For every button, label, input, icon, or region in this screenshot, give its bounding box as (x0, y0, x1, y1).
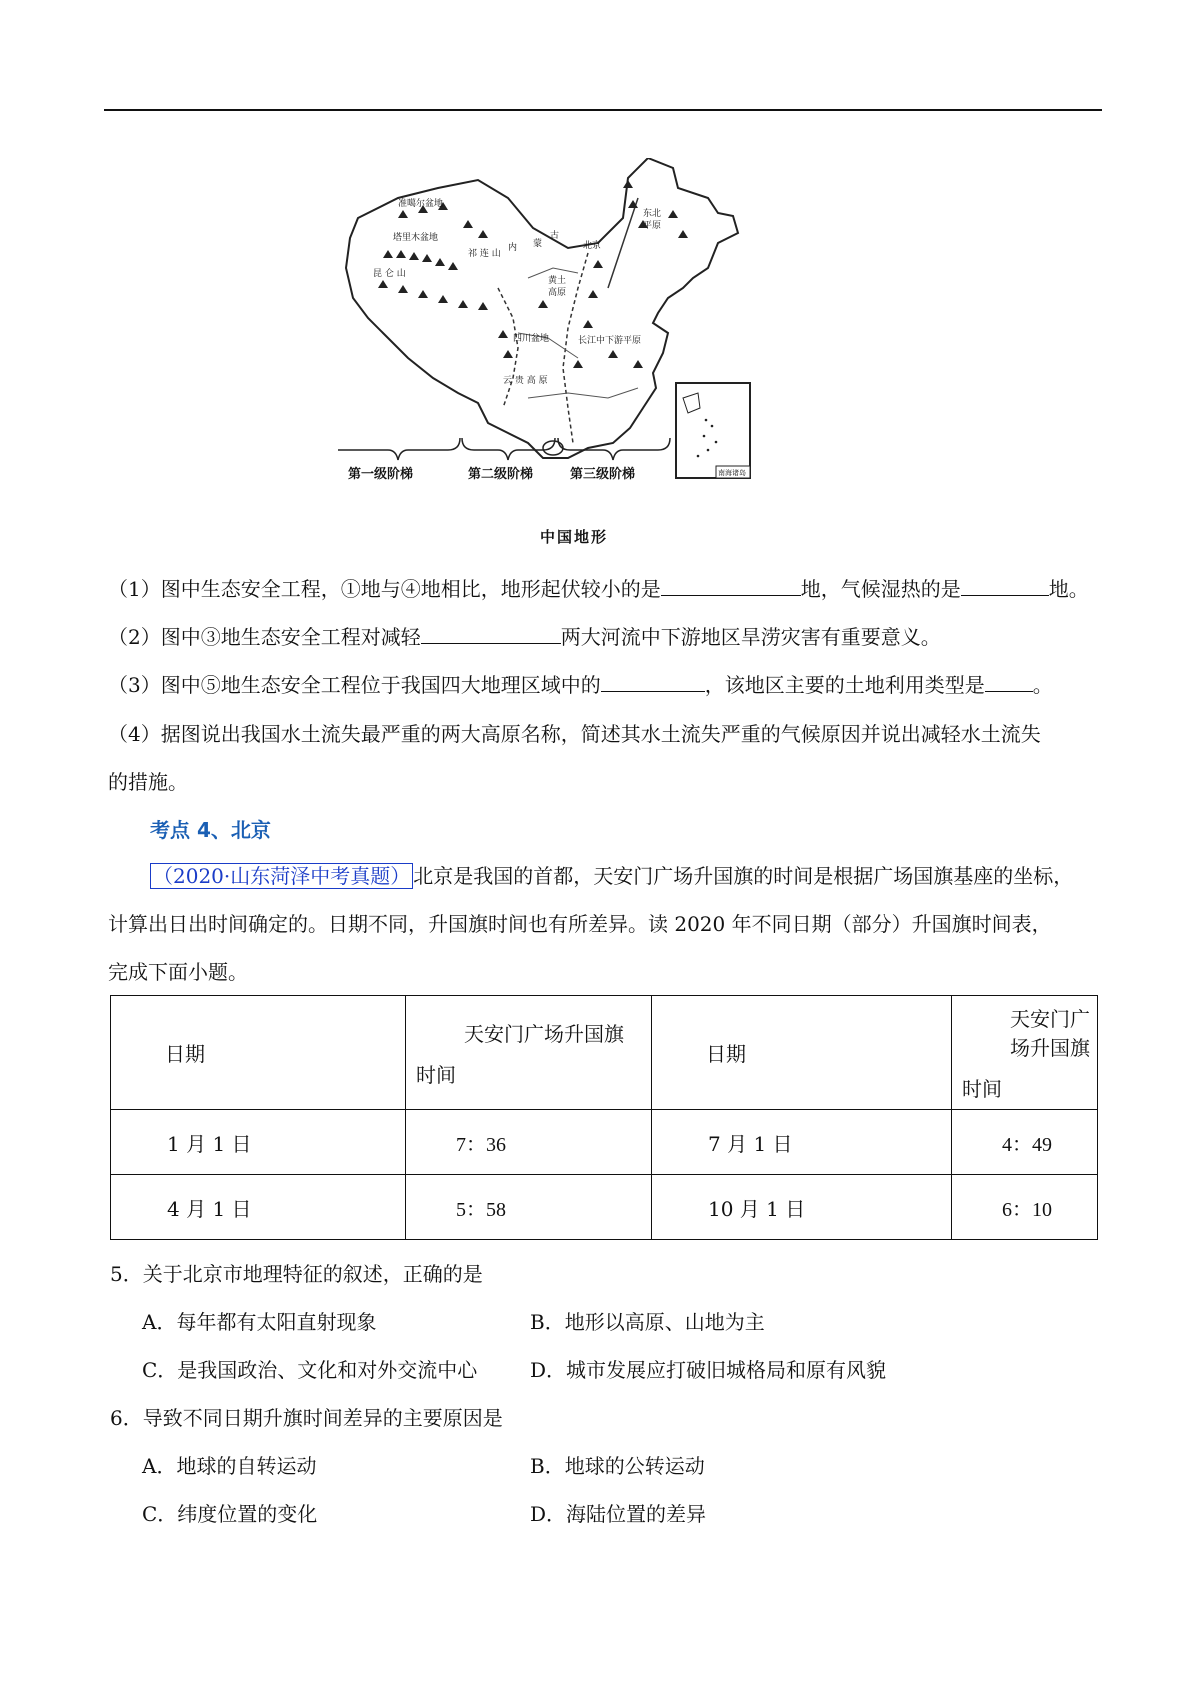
q5-option-c[interactable]: C．是我国政治、文化和对外交流中心 (142, 1358, 478, 1382)
answer-blank[interactable] (601, 669, 705, 692)
table-cell: 4 月 1 日 (111, 1175, 406, 1240)
table-header-row (111, 996, 1098, 1110)
table-row (111, 1110, 1098, 1175)
question-2: （2）图中③地生态安全工程对减轻 两大河流中下游地区旱涝灾害有重要意义。 (108, 621, 941, 653)
svg-text:蒙: 蒙 (533, 239, 543, 249)
svg-text:祁 连 山: 祁 连 山 (468, 249, 501, 259)
table-cell: 4：49 (952, 1110, 1098, 1175)
svg-text:准噶尔盆地: 准噶尔盆地 (398, 199, 444, 209)
source-tag: （2020·山东菏泽中考真题） (150, 863, 413, 889)
header-time: 天安门广场升国旗 时间 (406, 996, 652, 1110)
intro-line1: （2020·山东菏泽中考真题） 北京是我国的首都，天安门广场升国旗的时间是根据广场国旗基座的坐标， (150, 860, 1073, 892)
answer-blank[interactable] (421, 621, 561, 644)
svg-text:内: 内 (508, 243, 518, 253)
question-5-stem: 5．关于北京市地理特征的叙述，正确的是 (110, 1262, 483, 1286)
flag-raising-table (110, 995, 1098, 1240)
svg-text:北京: 北京 (583, 241, 602, 251)
svg-text:第一级阶梯: 第一级阶梯 (348, 467, 414, 482)
q5-option-a[interactable]: A．每年都有太阳直射现象 (142, 1310, 377, 1334)
question-4-line2: 的措施。 (108, 770, 188, 794)
answer-blank[interactable] (661, 573, 801, 596)
answer-blank[interactable] (961, 573, 1049, 596)
svg-text:南海诸岛: 南海诸岛 (718, 469, 746, 477)
table-cell: 7：36 (406, 1110, 652, 1175)
table-cell: 6：10 (952, 1175, 1098, 1240)
svg-text:第三级阶梯: 第三级阶梯 (570, 467, 636, 482)
q6-option-b[interactable]: B．地球的公转运动 (530, 1454, 705, 1478)
table-row (111, 1175, 1098, 1240)
q5-option-b[interactable]: B．地形以高原、山地为主 (530, 1310, 765, 1334)
q6-option-c[interactable]: C．纬度位置的变化 (142, 1502, 318, 1526)
top-rule (104, 109, 1102, 111)
svg-text:东北: 东北 (643, 209, 662, 219)
table-cell: 10 月 1 日 (652, 1175, 952, 1240)
header-time: 天安门广场升国旗 时间 (952, 996, 1098, 1110)
question-4-line1: （4）据图说出我国水土流失最严重的两大高原名称，简述其水土流失严重的气候原因并说出减轻水土流失 (108, 722, 1041, 746)
header-date: 日期 (111, 996, 406, 1110)
answer-blank[interactable] (985, 669, 1033, 692)
china-terrain-map (338, 158, 814, 548)
svg-text:古: 古 (550, 231, 560, 241)
svg-text:长江中下游平原: 长江中下游平原 (578, 336, 642, 346)
svg-text:黄土: 黄土 (548, 276, 567, 286)
svg-text:塔里木盆地: 塔里木盆地 (393, 233, 439, 243)
table-cell: 1 月 1 日 (111, 1110, 406, 1175)
table-cell: 5：58 (406, 1175, 652, 1240)
q5-option-d[interactable]: D．城市发展应打破旧城格局和原有风貌 (530, 1358, 887, 1382)
section-heading: 考点 4、北京 (150, 818, 271, 842)
question-1: （1）图中生态安全工程，①地与④地相比，地形起伏较小的是 地，气候湿热的是 地。 (108, 573, 1089, 605)
q6-option-a[interactable]: A．地球的自转运动 (142, 1454, 317, 1478)
svg-text:四川盆地: 四川盆地 (513, 334, 550, 344)
svg-text:高原: 高原 (548, 288, 567, 298)
table-cell: 7 月 1 日 (652, 1110, 952, 1175)
svg-text:云 贵 高 原: 云 贵 高 原 (503, 376, 548, 386)
svg-text:昆 仑 山: 昆 仑 山 (373, 269, 406, 279)
intro-line2: 计算出日出时间确定的。日期不同，升国旗时间也有所差异。读 2020 年不同日期（部分）升国旗时间表， (108, 912, 1052, 936)
question-3: （3）图中⑤地生态安全工程位于我国四大地理区域中的 ，该地区主要的土地利用类型是 。 (108, 669, 1053, 701)
header-date: 日期 (652, 996, 952, 1110)
intro-line3: 完成下面小题。 (108, 960, 248, 984)
question-6-stem: 6．导致不同日期升旗时间差异的主要原因是 (110, 1406, 503, 1430)
svg-text:平原: 平原 (643, 221, 662, 231)
map-caption: 中国地形 (540, 528, 609, 546)
svg-text:第二级阶梯: 第二级阶梯 (468, 467, 534, 482)
q6-option-d[interactable]: D．海陆位置的差异 (530, 1502, 707, 1526)
